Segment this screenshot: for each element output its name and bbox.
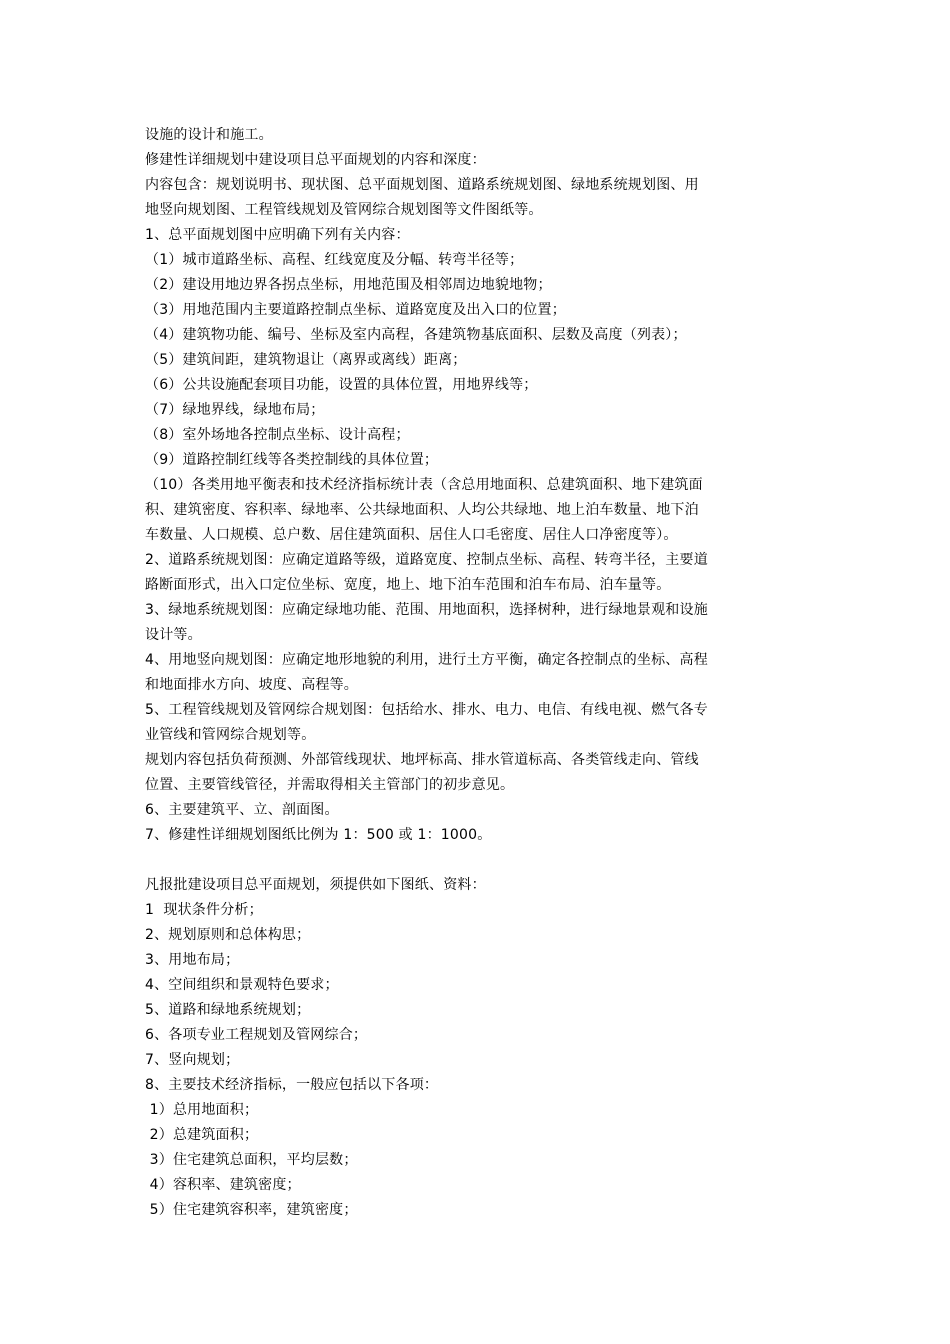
paragraph: [145, 373, 810, 398]
paragraph: [145, 1198, 810, 1223]
text-line: （2）建设用地边界各拐点坐标，用地范围及相邻周边地貌地物；: [145, 277, 552, 293]
text-line: 位置、主要管线管径，并需取得相关主管部门的初步意见。: [145, 777, 515, 793]
submission-requirements-section: [145, 873, 810, 1223]
text-line: 凡报批建设项目总平面规划，须提供如下图纸、资料：: [145, 877, 486, 893]
text-line: 1、总平面规划图中应明确下列有关内容：: [145, 227, 410, 243]
text-line: 2）总建筑面积；: [145, 1127, 259, 1143]
text-line: 2、规划原则和总体构思；: [145, 927, 311, 943]
paragraph: [145, 1098, 810, 1123]
text-line: 1 现状条件分析；: [145, 902, 263, 918]
text-line: 5、道路和绿地系统规划；: [145, 1002, 311, 1018]
text-line: 车数量、人口规模、总户数、居住建筑面积、居住人口毛密度、居住人口净密度等）。: [145, 527, 678, 543]
paragraph: [145, 548, 810, 598]
text-line: 4、空间组织和景观特色要求；: [145, 977, 339, 993]
text-line: 4）容积率、建筑密度；: [145, 1177, 301, 1193]
text-line: 5）住宅建筑容积率，建筑密度；: [145, 1202, 358, 1218]
paragraph: [145, 873, 810, 898]
paragraph: [145, 823, 810, 848]
text-line: 7、修建性详细规划图纸比例为 1：500 或 1：1000。: [145, 827, 492, 843]
paragraph: [145, 598, 810, 648]
text-line: 内容包含：规划说明书、现状图、总平面规划图、道路系统规划图、绿地系统规划图、用: [145, 177, 699, 193]
text-line: 7、竖向规划；: [145, 1052, 240, 1068]
text-line: 设施的设计和施工。: [145, 127, 273, 143]
paragraph: [145, 273, 810, 298]
paragraph: [145, 1073, 810, 1098]
document-body: [145, 123, 810, 1223]
paragraph: [145, 298, 810, 323]
paragraph: [145, 998, 810, 1023]
text-line: （3）用地范围内主要道路控制点坐标、道路宽度及出入口的位置；: [145, 302, 566, 318]
text-line: 设计等。: [145, 627, 202, 643]
paragraph: [145, 1048, 810, 1073]
text-line: 8、主要技术经济指标，一般应包括以下各项：: [145, 1077, 439, 1093]
paragraph: [145, 698, 810, 748]
paragraph: [145, 1173, 810, 1198]
text-line: 6、主要建筑平、立、剖面图。: [145, 802, 339, 818]
paragraph: [145, 123, 810, 148]
paragraph: [145, 1148, 810, 1173]
paragraph: [145, 648, 810, 698]
paragraph: [145, 1023, 810, 1048]
text-line: 6、各项专业工程规划及管网综合；: [145, 1027, 368, 1043]
paragraph: [145, 473, 810, 548]
text-line: （7）绿地界线，绿地布局；: [145, 402, 325, 418]
paragraph: [145, 173, 810, 223]
text-line: 3、绿地系统规划图：应确定绿地功能、范围、用地面积，选择树种，进行绿地景观和设施: [145, 602, 708, 618]
text-line: （5）建筑间距，建筑物退让（离界或离线）距离；: [145, 352, 467, 368]
text-line: 积、建筑密度、容积率、绿地率、公共绿地面积、人均公共绿地、地上泊车数量、地下泊: [145, 502, 699, 518]
paragraph: [145, 948, 810, 973]
text-line: 5、工程管线规划及管网综合规划图：包括给水、排水、电力、电信、有线电视、燃气各专: [145, 702, 708, 718]
text-line: （8）室外场地各控制点坐标、设计高程；: [145, 427, 410, 443]
paragraph: [145, 223, 810, 248]
paragraph: [145, 798, 810, 823]
text-line: 地竖向规划图、工程管线规划及管网综合规划图等文件图纸等。: [145, 202, 543, 218]
text-line: （6）公共设施配套项目功能，设置的具体位置，用地界线等；: [145, 377, 538, 393]
paragraph: [145, 323, 810, 348]
paragraph: [145, 1123, 810, 1148]
paragraph: [145, 348, 810, 373]
text-line: 1）总用地面积；: [145, 1102, 259, 1118]
text-line: 规划内容包括负荷预测、外部管线现状、地坪标高、排水管道标高、各类管线走向、管线: [145, 752, 699, 768]
text-line: 4、用地竖向规划图：应确定地形地貌的利用，进行土方平衡，确定各控制点的坐标、高程: [145, 652, 708, 668]
text-line: 修建性详细规划中建设项目总平面规划的内容和深度：: [145, 152, 486, 168]
paragraph: [145, 923, 810, 948]
text-line: 3）住宅建筑总面积，平均层数；: [145, 1152, 358, 1168]
text-line: 2、道路系统规划图：应确定道路等级，道路宽度、控制点坐标、高程、转弯半径，主要道: [145, 552, 708, 568]
text-line: （1）城市道路坐标、高程、红线宽度及分幅、转弯半径等；: [145, 252, 524, 268]
paragraph: [145, 748, 810, 798]
text-line: 路断面形式，出入口定位坐标、宽度，地上、地下泊车范围和泊车布局、泊车量等。: [145, 577, 671, 593]
paragraph: [145, 898, 810, 923]
paragraph: [145, 423, 810, 448]
paragraph: [145, 148, 810, 173]
text-line: （9）道路控制红线等各类控制线的具体位置；: [145, 452, 439, 468]
section-gap: [145, 848, 810, 873]
planning-content-section: [145, 123, 810, 848]
paragraph: [145, 248, 810, 273]
paragraph: [145, 398, 810, 423]
paragraph: [145, 448, 810, 473]
paragraph: [145, 973, 810, 998]
text-line: （4）建筑物功能、编号、坐标及室内高程，各建筑物基底面积、层数及高度（列表）；: [145, 327, 687, 343]
text-line: 和地面排水方向、坡度、高程等。: [145, 677, 358, 693]
text-line: 业管线和管网综合规划等。: [145, 727, 316, 743]
text-line: 3、用地布局；: [145, 952, 240, 968]
text-line: （10）各类用地平衡表和技术经济指标统计表（含总用地面积、总建筑面积、地下建筑面: [145, 477, 703, 493]
